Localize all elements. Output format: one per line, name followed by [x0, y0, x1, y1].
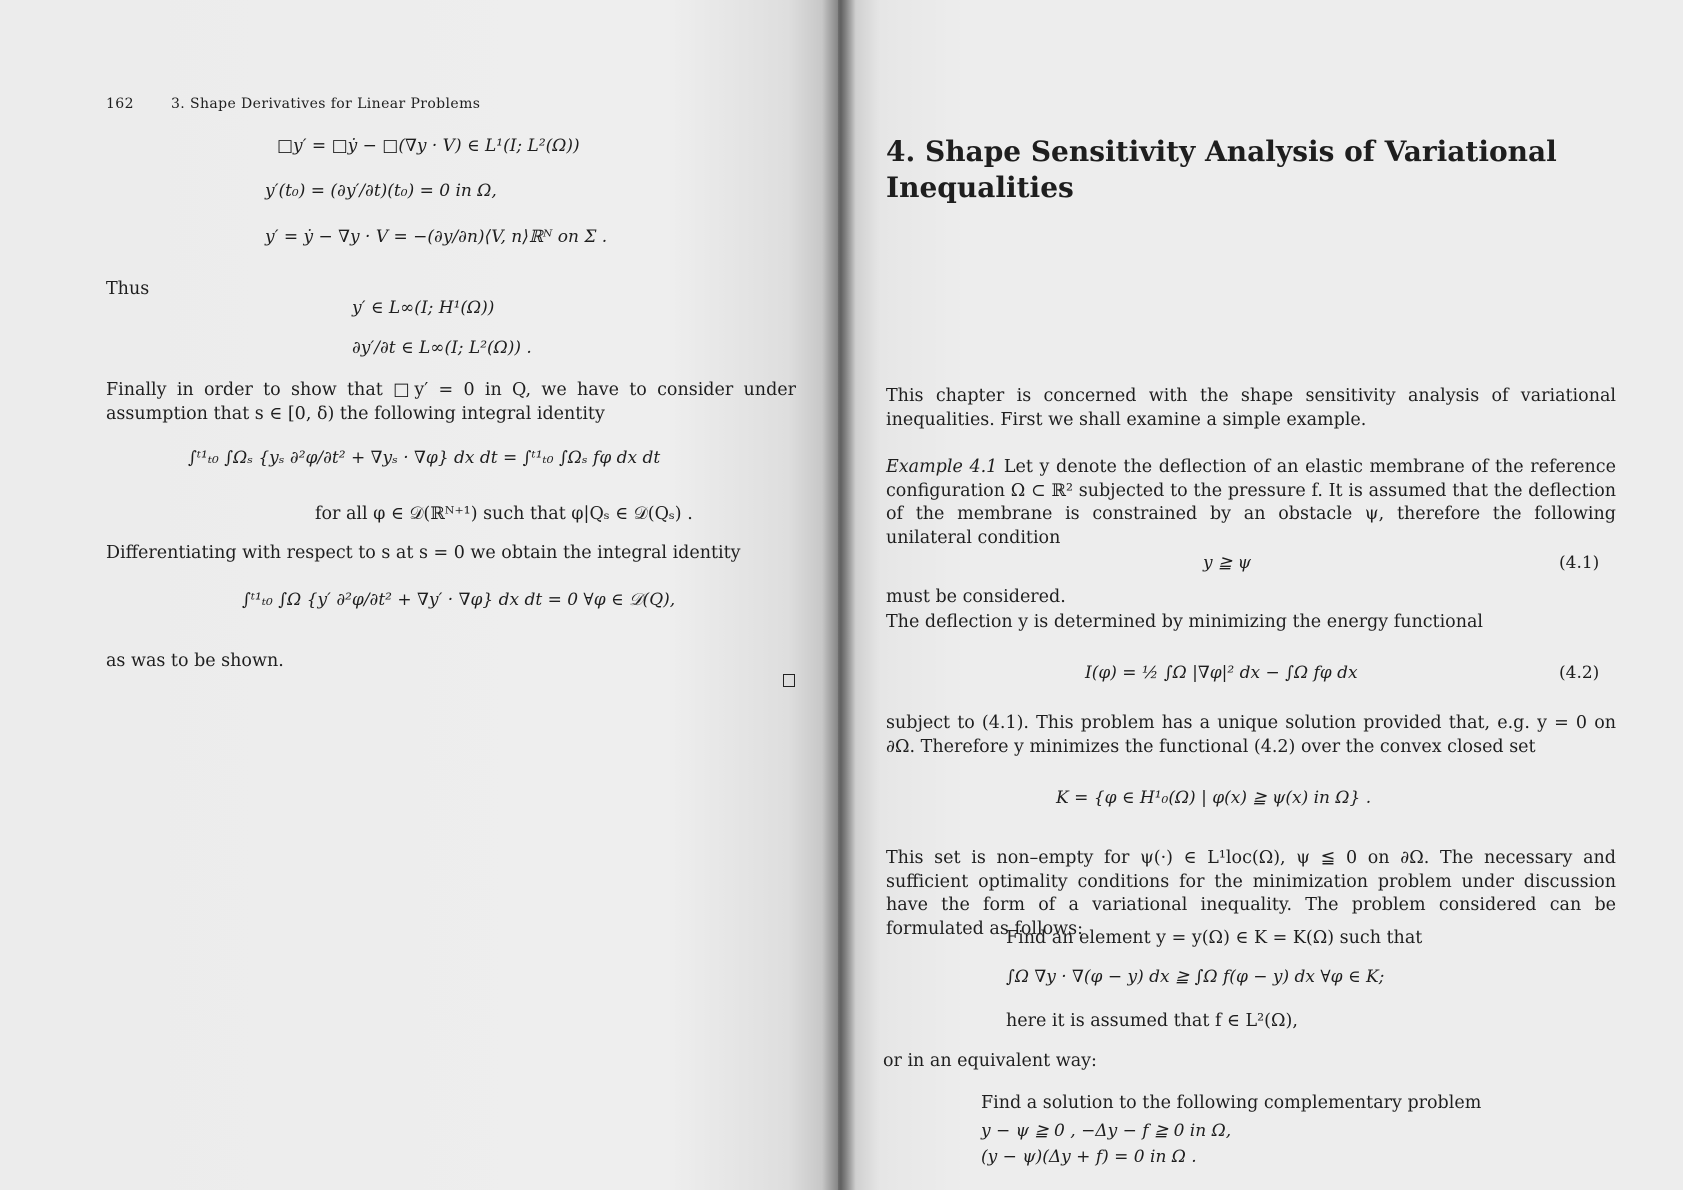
- book-gutter-shadow: [822, 0, 856, 1190]
- assumption-line: here it is assumed that f ∈ L²(Ω),: [1006, 1011, 1298, 1031]
- chapter-title: 4. Shape Sensitivity Analysis of Variational Inequalities: [886, 135, 1557, 204]
- left-page: [0, 0, 838, 1190]
- equation-complementary-2: (y − ψ)(Δy + f) = 0 in Ω .: [981, 1147, 1197, 1167]
- equation-derived-identity: ∫ᵗ¹ₜ₀ ∫Ω {y′ ∂²φ/∂t² + ∇y′ · ∇φ} dx dt = 0 ∀φ ∈ 𝒟(Q),: [242, 590, 676, 610]
- equivalent-way-line: or in an equivalent way:: [883, 1051, 1097, 1071]
- qed-square: [783, 674, 795, 687]
- equation-complementary-1: y − ψ ≧ 0 , −Δy − f ≧ 0 in Ω,: [981, 1121, 1232, 1141]
- thus-label: Thus: [106, 279, 150, 299]
- running-head: 3. Shape Derivatives for Linear Problems: [171, 96, 481, 112]
- equation-regularity-1: y′ ∈ L∞(I; H¹(Ω)): [352, 298, 495, 318]
- equation-energy-functional: I(φ) = ½ ∫Ω |∇φ|² dx − ∫Ω fφ dx: [1085, 663, 1358, 683]
- equation-number-4-2: (4.2): [1559, 663, 1600, 683]
- equation-integral-identity-condition: for all φ ∈ 𝒟(ℝᴺ⁺¹) such that φ|Qₛ ∈ 𝒟(Qₛ) .: [315, 504, 693, 524]
- equation-number-4-1: (4.1): [1559, 553, 1600, 573]
- paragraph-subject-to: subject to (4.1). This problem has a unique solution provided that, e.g. y = 0 on ∂Ω. Therefore y minimizes the functional (4.2) over the convex closed set: [886, 713, 1616, 757]
- equation-regularity-2: ∂y′/∂t ∈ L∞(I; L²(Ω)) .: [352, 338, 532, 358]
- paragraph-differentiating: Differentiating with respect to s at s = 0 we obtain the integral identity: [106, 543, 741, 563]
- paragraph-finally: Finally in order to show that □y′ = 0 in Q, we have to consider under assumption that s ∈ [0, δ) the following integral identity: [106, 380, 796, 424]
- equation-wave-derivative: □y′ = □ẏ − □(∇y · V) ∈ L¹(I; L²(Ω)): [277, 136, 580, 156]
- complementary-problem-line: Find a solution to the following complementary problem: [981, 1093, 1482, 1113]
- example-paragraph: [886, 456, 1616, 550]
- must-be-considered: must be considered.: [886, 587, 1066, 607]
- paragraph-shown: as was to be shown.: [106, 651, 284, 671]
- equation-initial-condition: y′(t₀) = (∂y′/∂t)(t₀) = 0 in Ω,: [265, 181, 497, 201]
- equation-integral-identity: ∫ᵗ¹ₜ₀ ∫Ωₛ {yₛ ∂²φ/∂t² + ∇yₛ · ∇φ} dx dt = ∫ᵗ¹ₜ₀ ∫Ωₛ fφ dx dt: [188, 448, 661, 468]
- deflection-sentence: The deflection y is determined by minimizing the energy functional: [886, 612, 1483, 632]
- page-number: 162: [106, 96, 134, 112]
- equation-unilateral: y ≧ ψ: [1203, 553, 1251, 573]
- example-label: Example 4.1: [886, 457, 998, 477]
- equation-variational-inequality: ∫Ω ∇y · ∇(φ − y) dx ≧ ∫Ω f(φ − y) dx ∀φ ∈ K;: [1006, 967, 1385, 987]
- right-page: [838, 0, 1683, 1190]
- chapter-intro: This chapter is concerned with the shape sensitivity analysis of variational inequalities. First we shall examine a simple example.: [886, 386, 1616, 430]
- find-element-line: Find an element y = y(Ω) ∈ K = K(Ω) such that: [1006, 928, 1423, 948]
- equation-boundary-condition: y′ = ẏ − ∇y · V = −(∂y/∂n)⟨V, n⟩ℝᴺ on Σ .: [265, 227, 608, 247]
- equation-convex-set: K = {φ ∈ H¹₀(Ω) | φ(x) ≧ ψ(x) in Ω} .: [1056, 788, 1372, 808]
- paragraph-set-nonempty: This set is non–empty for ψ(·) ∈ L¹loc(Ω), ψ ≦ 0 on ∂Ω. The necessary and sufficient optimality conditions for the minimization problem under discussion have the form of a variational inequality. The problem considered can be formulated as follows:: [886, 848, 1616, 939]
- example-text: Let y denote the deflection of an elastic membrane of the reference configuration Ω ⊂ ℝ² subjected to the pressure f. It is assumed that the deflection of the membrane is constrained by an obstacle ψ, therefore the following unilateral condition: [886, 457, 1616, 548]
